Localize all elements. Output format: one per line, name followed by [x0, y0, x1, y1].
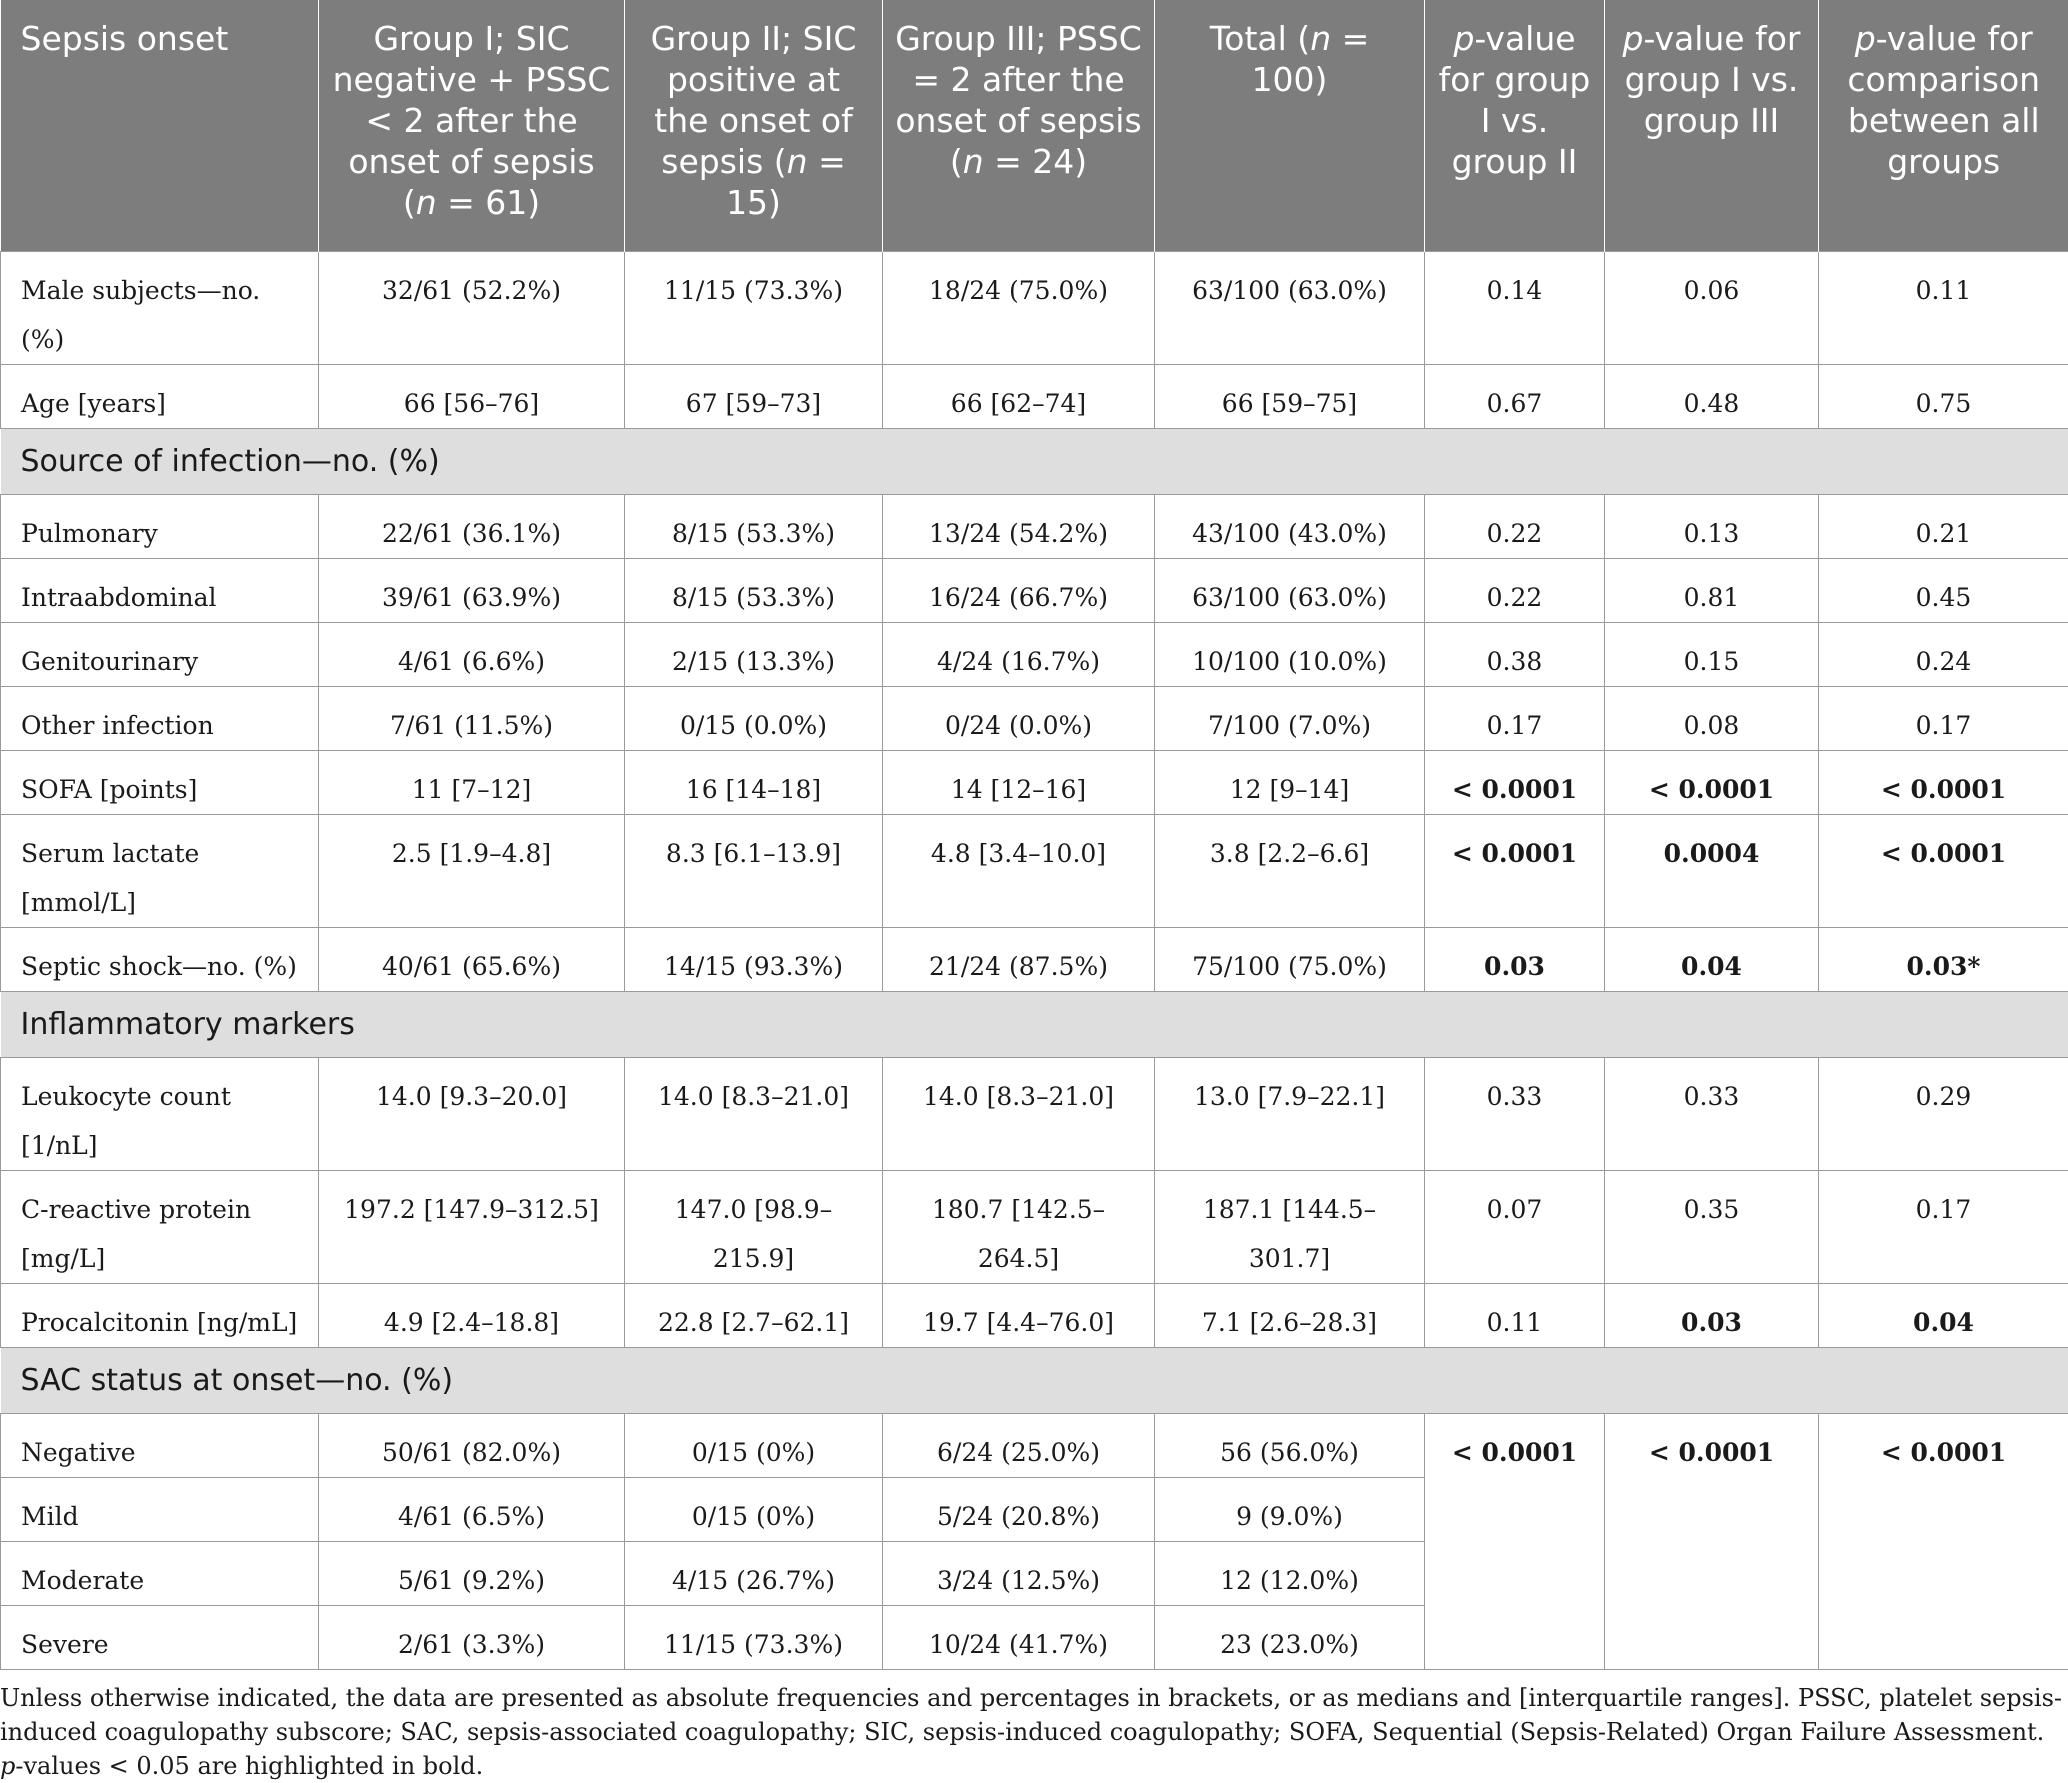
table-row: [1, 750, 2068, 814]
row-label: Intraabdominal: [1, 558, 319, 622]
p-value-significant: < 0.0001: [1605, 750, 1819, 814]
cell: 14.0 [8.3–21.0]: [625, 1057, 883, 1170]
cell: 5/61 (9.2%): [319, 1541, 625, 1605]
cell: 197.2 [147.9–312.5]: [319, 1170, 625, 1283]
p-value: 0.11: [1819, 251, 2068, 364]
cell: 5/24 (20.8%): [883, 1477, 1155, 1541]
p-value-significant: < 0.0001: [1425, 814, 1605, 927]
p-value-significant: < 0.0001: [1819, 750, 2068, 814]
p-value: 0.35: [1605, 1170, 1819, 1283]
cell: 56 (56.0%): [1155, 1413, 1425, 1477]
header-total: Total (n = 100): [1155, 0, 1425, 251]
p-value: 0.22: [1425, 558, 1605, 622]
cell: 147.0 [98.9–215.9]: [625, 1170, 883, 1283]
p-value: 0.15: [1605, 622, 1819, 686]
row-label: Negative: [1, 1413, 319, 1477]
cell: 3.8 [2.2–6.6]: [1155, 814, 1425, 927]
p-value-significant: 0.0004: [1605, 814, 1819, 927]
p-value: 0.17: [1425, 686, 1605, 750]
p-value: 0.08: [1605, 686, 1819, 750]
section-row: [1, 991, 2068, 1057]
cell: 75/100 (75.0%): [1155, 927, 1425, 991]
p-value: 0.07: [1425, 1170, 1605, 1283]
cell: 66 [59–75]: [1155, 364, 1425, 428]
cell: 14 [12–16]: [883, 750, 1155, 814]
p-value: 0.21: [1819, 494, 2068, 558]
cell: 63/100 (63.0%): [1155, 558, 1425, 622]
cell: 66 [56–76]: [319, 364, 625, 428]
cell: 4/24 (16.7%): [883, 622, 1155, 686]
cell: 8/15 (53.3%): [625, 494, 883, 558]
p-value: 0.45: [1819, 558, 2068, 622]
table-footnote: Unless otherwise indicated, the data are presented as absolute frequencies and percentages in brackets, or as medians and [interquartile ranges]. PSSC, platelet sepsis-induced coagulopathy subscore; SAC, sepsis-associated coagulopathy; SIC, sepsis-induced coagulopathy; SOFA, Sequential (Sepsis-Related) Organ Failure Assessment. p-values < 0.05 are highlighted in bold.: [0, 1670, 2068, 1783]
cell: 32/61 (52.2%): [319, 251, 625, 364]
cell: 2/61 (3.3%): [319, 1605, 625, 1669]
p-value-significant: 0.03: [1605, 1283, 1819, 1347]
cell: 2.5 [1.9–4.8]: [319, 814, 625, 927]
cell: 0/15 (0%): [625, 1413, 883, 1477]
cell: 7/100 (7.0%): [1155, 686, 1425, 750]
cell: 22/61 (36.1%): [319, 494, 625, 558]
row-label: Moderate: [1, 1541, 319, 1605]
table-row: [1, 622, 2068, 686]
table-row: [1, 251, 2068, 364]
cell: 11 [7–12]: [319, 750, 625, 814]
cell: 8.3 [6.1–13.9]: [625, 814, 883, 927]
cell: 10/24 (41.7%): [883, 1605, 1155, 1669]
row-label: Septic shock—no. (%): [1, 927, 319, 991]
p-value: 0.38: [1425, 622, 1605, 686]
row-label: Age [years]: [1, 364, 319, 428]
cell: 2/15 (13.3%): [625, 622, 883, 686]
row-label: Mild: [1, 1477, 319, 1541]
table-row: [1, 927, 2068, 991]
cell: 23 (23.0%): [1155, 1605, 1425, 1669]
cell: 6/24 (25.0%): [883, 1413, 1155, 1477]
row-label: Genitourinary: [1, 622, 319, 686]
p-value-significant: < 0.0001: [1819, 814, 2068, 927]
cell: 8/15 (53.3%): [625, 558, 883, 622]
cell: 16/24 (66.7%): [883, 558, 1155, 622]
cell: 18/24 (75.0%): [883, 251, 1155, 364]
cell: 39/61 (63.9%): [319, 558, 625, 622]
row-label: Pulmonary: [1, 494, 319, 558]
p-value: 0.11: [1425, 1283, 1605, 1347]
p-value: 0.81: [1605, 558, 1819, 622]
section-inflammatory-markers: Inflammatory markers: [1, 991, 2068, 1057]
header-sepsis-onset: Sepsis onset: [1, 0, 319, 251]
cell: 67 [59–73]: [625, 364, 883, 428]
cell: 21/24 (87.5%): [883, 927, 1155, 991]
p-value-significant: < 0.0001: [1819, 1413, 2068, 1669]
p-value-significant: 0.03*: [1819, 927, 2068, 991]
section-row: [1, 428, 2068, 494]
p-value: 0.14: [1425, 251, 1605, 364]
p-value: 0.29: [1819, 1057, 2068, 1170]
cell: 187.1 [144.5–301.7]: [1155, 1170, 1425, 1283]
row-label: Male subjects—no. (%): [1, 251, 319, 364]
p-value-significant: 0.03: [1425, 927, 1605, 991]
p-value: 0.33: [1425, 1057, 1605, 1170]
table-row: [1, 364, 2068, 428]
header-group-3: Group III; PSSC = 2 after the onset of sepsis (n = 24): [883, 0, 1155, 251]
section-source-of-infection: Source of infection—no. (%): [1, 428, 2068, 494]
cell: 12 (12.0%): [1155, 1541, 1425, 1605]
table-row: [1, 1170, 2068, 1283]
cell: 4.8 [3.4–10.0]: [883, 814, 1155, 927]
p-value: 0.24: [1819, 622, 2068, 686]
cell: 7/61 (11.5%): [319, 686, 625, 750]
p-value: 0.17: [1819, 1170, 2068, 1283]
row-label: Serum lactate [mmol/L]: [1, 814, 319, 927]
cell: 3/24 (12.5%): [883, 1541, 1155, 1605]
p-value: 0.33: [1605, 1057, 1819, 1170]
table-row: [1, 1283, 2068, 1347]
cell: 43/100 (43.0%): [1155, 494, 1425, 558]
row-label: Procalcitonin [ng/mL]: [1, 1283, 319, 1347]
cell: 180.7 [142.5–264.5]: [883, 1170, 1155, 1283]
table-row: [1, 1057, 2068, 1170]
cell: 0/15 (0%): [625, 1477, 883, 1541]
cell: 12 [9–14]: [1155, 750, 1425, 814]
header-row: [1, 0, 2068, 251]
p-value: 0.13: [1605, 494, 1819, 558]
cell: 7.1 [2.6–28.3]: [1155, 1283, 1425, 1347]
p-value: 0.17: [1819, 686, 2068, 750]
cell: 50/61 (82.0%): [319, 1413, 625, 1477]
p-value: 0.22: [1425, 494, 1605, 558]
cell: 40/61 (65.6%): [319, 927, 625, 991]
p-value-significant: < 0.0001: [1425, 750, 1605, 814]
cell: 19.7 [4.4–76.0]: [883, 1283, 1155, 1347]
section-sac-status: SAC status at onset—no. (%): [1, 1347, 2068, 1413]
cell: 13/24 (54.2%): [883, 494, 1155, 558]
row-label: SOFA [points]: [1, 750, 319, 814]
cell: 14.0 [9.3–20.0]: [319, 1057, 625, 1170]
table-row: [1, 814, 2068, 927]
cell: 10/100 (10.0%): [1155, 622, 1425, 686]
p-value: 0.75: [1819, 364, 2068, 428]
cell: 13.0 [7.9–22.1]: [1155, 1057, 1425, 1170]
p-value: 0.48: [1605, 364, 1819, 428]
cell: 66 [62–74]: [883, 364, 1155, 428]
cell: 14.0 [8.3–21.0]: [883, 1057, 1155, 1170]
section-row: [1, 1347, 2068, 1413]
header-p-all: p-value for comparison between all groups: [1819, 0, 2068, 251]
p-value-significant: 0.04: [1819, 1283, 2068, 1347]
p-value-significant: < 0.0001: [1605, 1413, 1819, 1669]
cell: 4/15 (26.7%): [625, 1541, 883, 1605]
cell: 4/61 (6.6%): [319, 622, 625, 686]
header-group-1: Group I; SIC negative + PSSC < 2 after the onset of sepsis (n = 61): [319, 0, 625, 251]
cell: 0/15 (0.0%): [625, 686, 883, 750]
p-value-significant: < 0.0001: [1425, 1413, 1605, 1669]
row-label: Other infection: [1, 686, 319, 750]
cell: 11/15 (73.3%): [625, 1605, 883, 1669]
header-p-1v3: p-value for group I vs. group III: [1605, 0, 1819, 251]
cell: 11/15 (73.3%): [625, 251, 883, 364]
header-group-2: Group II; SIC positive at the onset of sepsis (n = 15): [625, 0, 883, 251]
cell: 9 (9.0%): [1155, 1477, 1425, 1541]
row-label: Leukocyte count [1/nL]: [1, 1057, 319, 1170]
cell: 4.9 [2.4–18.8]: [319, 1283, 625, 1347]
cell: 14/15 (93.3%): [625, 927, 883, 991]
cell: 63/100 (63.0%): [1155, 251, 1425, 364]
table-row: [1, 494, 2068, 558]
row-label: Severe: [1, 1605, 319, 1669]
p-value: 0.06: [1605, 251, 1819, 364]
p-value: 0.67: [1425, 364, 1605, 428]
cell: 16 [14–18]: [625, 750, 883, 814]
p-value-significant: 0.04: [1605, 927, 1819, 991]
row-label: C-reactive protein [mg/L]: [1, 1170, 319, 1283]
cell: 4/61 (6.5%): [319, 1477, 625, 1541]
cell: 22.8 [2.7–62.1]: [625, 1283, 883, 1347]
table-row: [1, 686, 2068, 750]
table-row: [1, 558, 2068, 622]
table-row: [1, 1413, 2068, 1477]
header-p-1v2: p-value for group I vs. group II: [1425, 0, 1605, 251]
cell: 0/24 (0.0%): [883, 686, 1155, 750]
